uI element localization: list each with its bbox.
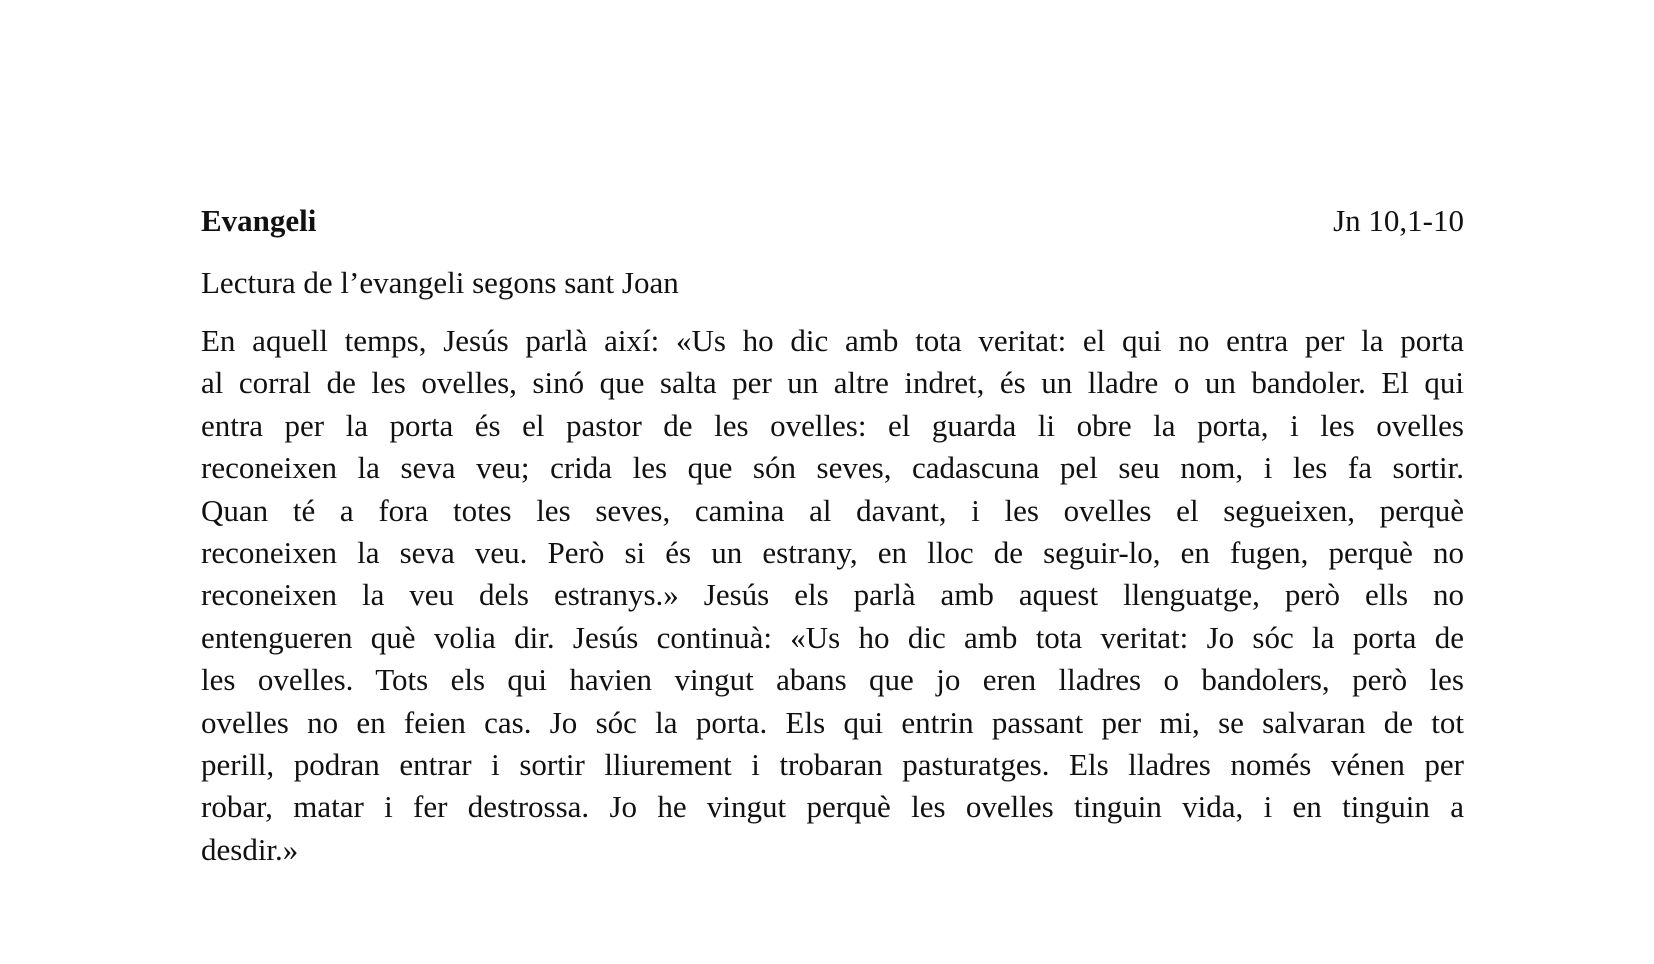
gospel-text	[201, 320, 1464, 871]
text-line: robar, matar i fer destrossa. Jo he vingut perquè les ovelles tinguin vida, i en tinguin a	[201, 789, 1464, 825]
text-line: reconeixen la seva veu. Però si és un estrany, en lloc de seguir-lo, en fugen, perquè no	[201, 534, 1464, 570]
text-line: ovelles no en feien cas. Jo sóc la porta. Els qui entrin passant per mi, se salvaran de tot	[201, 704, 1464, 740]
text-line: perill, podran entrar i sortir lliurement i trobaran pasturatges. Els lladres només vénen per	[201, 746, 1464, 782]
scripture-reference: Jn 10,1-10	[1333, 203, 1464, 238]
text-line: entengueren què volia dir. Jesús continuà: «Us ho dic amb tota veritat: Jo sóc la porta de	[201, 619, 1464, 655]
reading-block	[201, 200, 1464, 871]
text-line: al corral de les ovelles, sinó que salta per un altre indret, és un lladre o un bandoler. El qui	[201, 365, 1464, 401]
text-line: reconeixen la veu dels estranys.» Jesús els parlà amb aquest llenguatge, però ells no	[201, 577, 1464, 613]
text-line: En aquell temps, Jesús parlà així: «Us ho dic amb tota veritat: el qui no entra per la porta	[201, 323, 1464, 358]
text-line: Quan té a fora totes les seves, camina al davant, i les ovelles el segueixen, perquè	[201, 492, 1464, 528]
reading-subtitle: Lectura de l’evangeli segons sant Joan	[201, 265, 679, 300]
text-line: reconeixen la seva veu; crida les que són seves, cadascuna pel seu nom, i les fa sortir.	[201, 450, 1464, 486]
text-line: les ovelles. Tots els qui havien vingut abans que jo eren lladres o bandolers, però les	[201, 662, 1464, 698]
reading-title: Evangeli	[201, 203, 317, 238]
text-line: entra per la porta és el pastor de les ovelles: el guarda li obre la porta, i les ovelles	[201, 407, 1464, 443]
reading-heading	[201, 200, 1464, 242]
text-line: desdir.»	[201, 831, 299, 867]
